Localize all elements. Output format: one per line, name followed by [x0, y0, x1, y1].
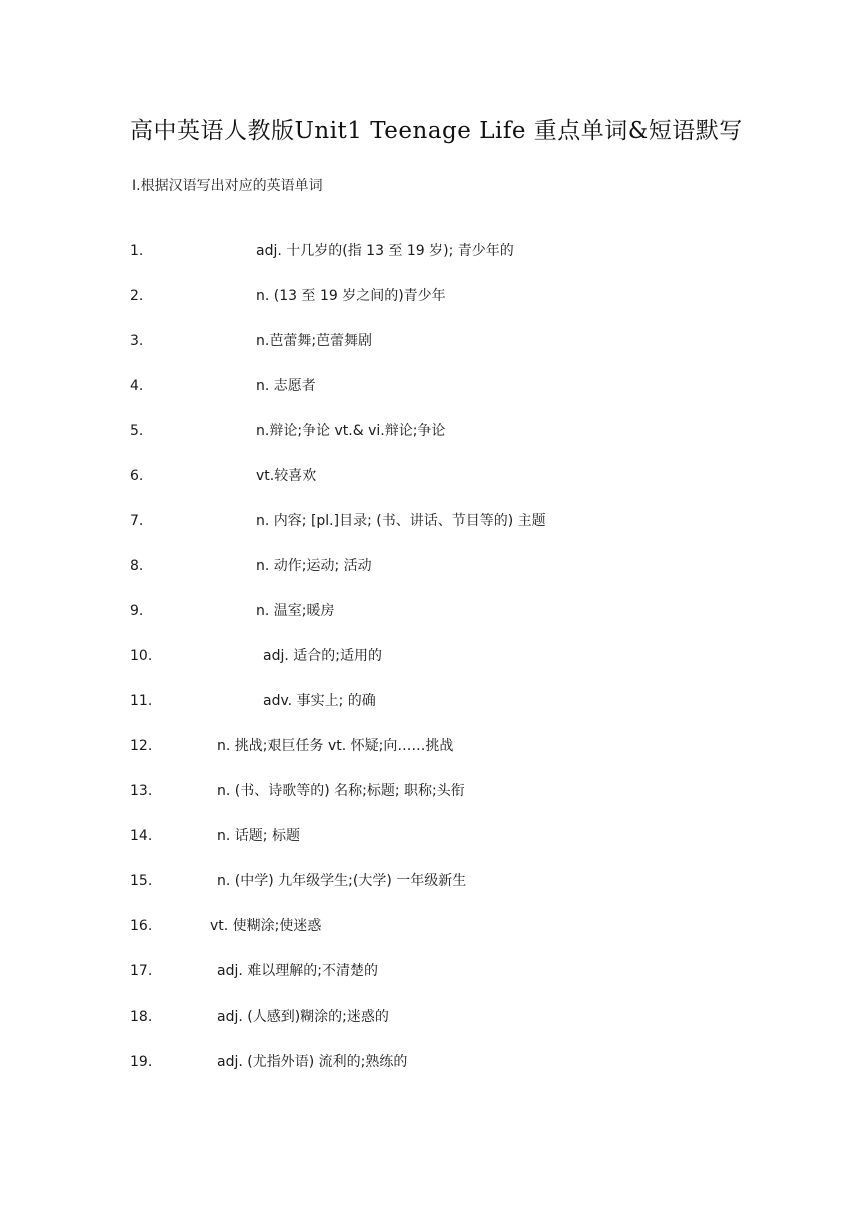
item-definition: adj. 适合的;适用的	[263, 648, 382, 664]
item-number: 4.	[130, 378, 144, 394]
item-number: 6.	[130, 468, 144, 484]
item-number: 9.	[130, 603, 144, 619]
item-definition: n. 内容; [pl.]目录; (书、讲话、节目等的) 主题	[256, 513, 546, 529]
item-number: 1.	[130, 243, 144, 259]
item-number: 15.	[130, 873, 153, 889]
section-heading: Ⅰ.根据汉语写出对应的英语单词	[132, 178, 323, 194]
item-definition: n.芭蕾舞;芭蕾舞剧	[256, 333, 373, 349]
item-definition: n. 动作;运动; 活动	[256, 558, 372, 574]
item-number: 12.	[130, 738, 153, 754]
item-definition: adj. 难以理解的;不清楚的	[217, 963, 378, 979]
item-definition: vt. 使糊涂;使迷惑	[210, 918, 322, 934]
item-definition: n. (书、诗歌等的) 名称;标题; 职称;头衔	[217, 783, 465, 799]
item-definition: adj. (人感到)糊涂的;迷惑的	[217, 1009, 389, 1025]
item-number: 16.	[130, 918, 153, 934]
item-number: 13.	[130, 783, 153, 799]
item-number: 18.	[130, 1009, 153, 1025]
item-definition: n. 温室;暖房	[256, 603, 335, 619]
item-definition: n. (13 至 19 岁之间的)青少年	[256, 288, 446, 304]
item-definition: adj. (尤指外语) 流利的;熟练的	[217, 1054, 408, 1070]
item-number: 11.	[130, 693, 153, 709]
item-definition: n. (中学) 九年级学生;(大学) 一年级新生	[217, 873, 467, 889]
item-number: 14.	[130, 828, 153, 844]
item-definition: n. 志愿者	[256, 378, 316, 394]
item-definition: n. 挑战;艰巨任务 vt. 怀疑;向……挑战	[217, 738, 454, 754]
item-definition: n.辩论;争论 vt.& vi.辩论;争论	[256, 423, 446, 439]
item-number: 5.	[130, 423, 144, 439]
item-number: 3.	[130, 333, 144, 349]
item-number: 8.	[130, 558, 144, 574]
item-number: 10.	[130, 648, 153, 664]
item-definition: adv. 事实上; 的确	[263, 693, 376, 709]
item-definition: vt.较喜欢	[256, 468, 317, 484]
item-number: 17.	[130, 963, 153, 979]
item-number: 19.	[130, 1054, 153, 1070]
item-definition: n. 话题; 标题	[217, 828, 300, 844]
item-number: 2.	[130, 288, 144, 304]
item-number: 7.	[130, 513, 144, 529]
item-definition: adj. 十几岁的(指 13 至 19 岁); 青少年的	[256, 243, 514, 259]
document-title: 高中英语人教版Unit1 Teenage Life 重点单词&短语默写	[130, 118, 743, 144]
